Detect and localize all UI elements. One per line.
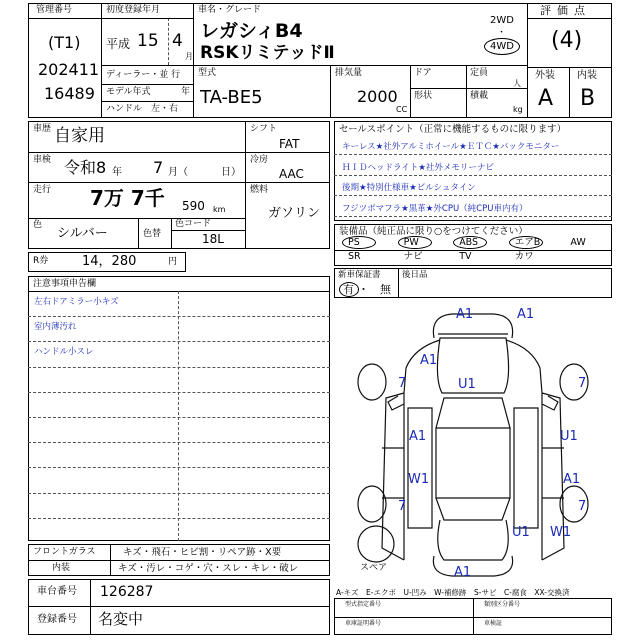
warranty-yes: 有 xyxy=(343,283,354,296)
car-damage-diagram xyxy=(334,298,612,586)
inspection-label: 車検 xyxy=(33,155,52,165)
damage-mark-left-front-wheel: 7 xyxy=(398,376,407,391)
damage-mark-front-left-top: A1 xyxy=(456,307,474,322)
legend-mark3: 車庫証明番号 xyxy=(345,620,382,627)
cc-unit: CC xyxy=(396,105,408,114)
first-reg-month-unit: 月 xyxy=(185,52,193,61)
reg-value: 名変中 xyxy=(98,610,144,628)
car-name: レガシィB4 xyxy=(200,20,303,42)
damage-mark-left-rear-wheel: 7 xyxy=(398,499,407,514)
inspection-day-unit: 日） xyxy=(221,167,241,178)
damage-mark-right-rear-quarter: A1 xyxy=(563,472,581,487)
damage-mark-hood: U1 xyxy=(458,377,476,392)
equipment-item: PS xyxy=(348,237,360,248)
legend-codes: A-キズ E-エクボ U-凹み W-補修跡 S-サビ C-腐食 XX-交換済 xyxy=(336,588,570,597)
first-reg-year: 15 xyxy=(137,31,159,51)
equipment-circle xyxy=(453,236,487,249)
note-line: 室内薄汚れ xyxy=(34,322,77,333)
damage-mark-right-rear-wheel: 7 xyxy=(578,499,587,514)
inspection-year-unit: 年 xyxy=(112,167,122,178)
ac-label: 冷房 xyxy=(250,155,269,165)
equipment-item: カワ xyxy=(514,251,534,262)
model-code: TA-BE5 xyxy=(200,87,263,108)
equipment-item: TV xyxy=(459,251,472,262)
equipment-item: SR xyxy=(348,251,361,262)
model-year-label: モデル年式 xyxy=(106,87,151,97)
sales-point-line: ＨＩＤヘッドライト★社外メモリーナビ xyxy=(342,162,494,173)
sales-points-title: セールスポイント（正常に機能するものに限ります） xyxy=(339,124,567,135)
mgmt-code: (T1) xyxy=(48,33,81,52)
notes-title: 注意事項申告欄 xyxy=(33,279,97,289)
damage-mark-left-rear-quarter: W1 xyxy=(408,472,430,487)
interior-label: 内装 xyxy=(577,70,597,81)
person-unit: 人 xyxy=(513,79,521,88)
model-label: 型式 xyxy=(198,68,217,78)
first-reg-month: 4 xyxy=(172,31,183,51)
equipment-item: ABS xyxy=(459,237,479,248)
damage-mark-right-side: U1 xyxy=(560,429,578,444)
fade-label: 色替 xyxy=(143,229,162,239)
km-unit: km xyxy=(213,205,226,214)
first-reg-era: 平成 xyxy=(106,37,131,51)
warranty-no: 無 xyxy=(380,283,391,296)
mgmt-num1: 202411 xyxy=(38,60,100,79)
interior-grade: B xyxy=(580,86,596,111)
reg-label: 登録番号 xyxy=(37,614,77,625)
exterior-label: 外装 xyxy=(535,70,555,81)
mgmt-label: 管理番号 xyxy=(36,5,73,15)
later-items-label: 後日品 xyxy=(402,270,428,280)
category-value: 自家用 xyxy=(54,126,105,146)
equipment-item: ナビ xyxy=(403,251,423,262)
legend-mark1: 型式指定番号 xyxy=(345,601,382,608)
fuel-label: 燃料 xyxy=(250,185,269,195)
shift-value: FAT xyxy=(279,137,300,151)
load-label: 積載 xyxy=(470,91,489,101)
equipment-circle xyxy=(398,236,432,249)
drive-dot: ・ xyxy=(497,28,507,38)
recycle-amount: 14，280 xyxy=(82,254,137,269)
score-label: 評価点 xyxy=(540,4,591,17)
color-label: 色 xyxy=(33,220,43,230)
sales-point-line: 後期★特別仕様車★ビルシュタイン xyxy=(342,183,476,193)
mileage-label: 走行 xyxy=(33,185,52,195)
ac-value: AAC xyxy=(279,167,304,181)
damage-mark-left-front-fender: A1 xyxy=(420,353,438,368)
warranty-label: 新車保証書 xyxy=(338,270,381,280)
dealer-label: ディーラー・並 行 xyxy=(106,70,181,80)
note-line: ハンドル小スレ xyxy=(34,347,94,358)
equipment-title: 装備品（純正品に限り○をつけてください） xyxy=(339,226,528,237)
color-code-label: 色コード xyxy=(175,219,212,229)
car-grade: RSKリミテッドⅡ xyxy=(200,43,335,63)
exterior-grade: A xyxy=(538,86,554,111)
displacement-value: 2000 xyxy=(357,87,398,106)
mileage-small: 590 xyxy=(182,199,205,213)
color-code-value: 18L xyxy=(202,232,224,246)
diagram-marks xyxy=(398,307,586,580)
drive-4wd: 4WD xyxy=(490,41,514,52)
damage-mark-trunk: U1 xyxy=(512,525,530,540)
capacity-label: 定員 xyxy=(470,68,489,78)
equipment-item: エアB xyxy=(514,237,541,248)
warranty-sep: ・ xyxy=(358,283,369,296)
door-label: ドア xyxy=(414,68,432,78)
chassis-number: 126287 xyxy=(100,584,154,600)
color-value: シルバー xyxy=(57,226,108,241)
recycle-label: R券 xyxy=(33,256,49,266)
score-value: (4) xyxy=(551,28,583,53)
note-line: 左右ドアミラー小キズ xyxy=(34,297,119,307)
interior-cond-label: 内装 xyxy=(52,563,71,573)
damage-mark-right-front-wheel: 7 xyxy=(578,376,587,391)
sales-point-line: キーレス★社外アルミホイール★ＥＴＣ★バックモニター xyxy=(342,142,560,152)
mileage-value: 7万 7千 xyxy=(90,186,165,210)
mgmt-num2: 16489 xyxy=(44,84,95,103)
interior-cond-value: キズ・汚レ・コゲ・穴・スレ・キレ・破レ xyxy=(118,563,299,574)
front-glass-label: フロントガラス xyxy=(33,547,96,557)
damage-mark-rear-bottom: A1 xyxy=(454,565,472,580)
fuel-value: ガソリン xyxy=(268,206,321,221)
front-glass-value: キズ・飛石・ヒビ割・リペア跡・X要 xyxy=(123,547,282,558)
inspection-month-unit: 月（ xyxy=(168,167,188,178)
damage-mark-left-side: A1 xyxy=(409,429,427,444)
sales-point-line: フジツボマフラ★黒革★外CPU（純CPU車内有） xyxy=(342,203,528,214)
handle-label: ハンドル 左・右 xyxy=(106,104,179,114)
first-reg-label: 初度登録年月 xyxy=(106,5,161,15)
chassis-label: 車台番号 xyxy=(37,586,77,597)
model-year-unit: 年 xyxy=(181,87,191,97)
equipment-item: AW xyxy=(570,237,586,248)
inspection-era: 令和8 xyxy=(64,158,107,177)
inspection-month: 7 xyxy=(153,158,164,177)
legend-mark2: 類別区分番号 xyxy=(484,601,521,608)
shape-label: 形状 xyxy=(414,91,433,101)
legend-mark4: 車検証 xyxy=(484,620,503,627)
equipment-item: PW xyxy=(403,237,419,248)
shift-label: シフト xyxy=(250,124,278,134)
category-label: 車歴 xyxy=(33,124,52,134)
yen-unit: 円 xyxy=(168,257,178,267)
kg-unit: kg xyxy=(513,105,523,114)
drive-2wd: 2WD xyxy=(490,15,514,26)
equipment-circle xyxy=(509,236,543,249)
displacement-label: 排気量 xyxy=(335,68,363,78)
spare-label: スペア xyxy=(360,563,388,573)
damage-mark-rear-right: W1 xyxy=(550,525,572,540)
equipment-circle xyxy=(342,236,376,249)
damage-mark-front-right-top: A1 xyxy=(517,307,535,322)
car-name-label: 車名・グレード xyxy=(198,5,262,15)
